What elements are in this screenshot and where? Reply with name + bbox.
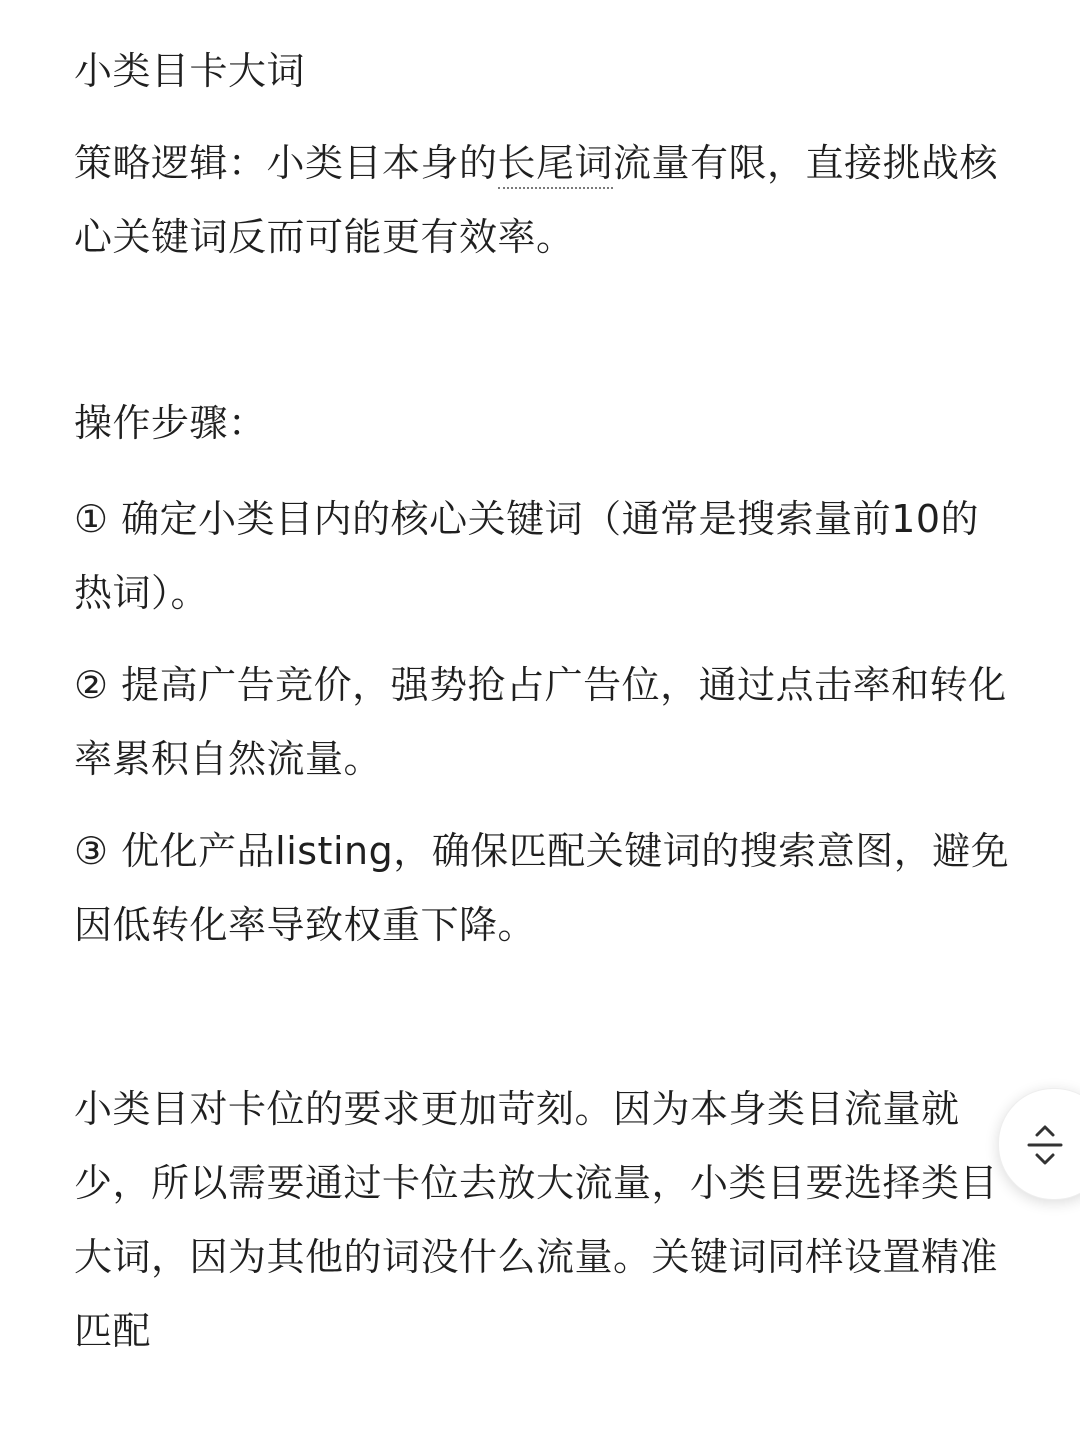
step-item-2: ② 提高广告竞价，强势抢占广告位，通过点击率和转化率累积自然流量。 [74,663,1007,781]
steps-heading: 操作步骤： [74,401,267,445]
step-item-3: ③ 优化产品listing，确保匹配关键词的搜索意图，避免因低转化率导致权重下降。 [74,829,1010,947]
strategy-text-after: 流量有限，直接挑战核心关键词反而可能更有效率。 [74,141,999,259]
step-item-1: ① 确定小类目内的核心关键词（通常是搜索量前10的热词）。 [74,497,980,615]
closing-paragraph: 小类目对卡位的要求更加苛刻。因为本身类目流量就少，所以需要通过卡位去放大流量，小类目要选择类目大词，因为其他的词没什么流量。关键词同样设置精准匹配 [74,1087,999,1353]
page-title: 小类目卡大词 [74,49,306,93]
scroll-toggle-icon [1023,1121,1067,1169]
scroll-toggle-button[interactable] [998,1088,1080,1200]
highlight-term[interactable]: 长尾词 [498,141,614,189]
strategy-paragraph [74,126,1010,274]
strategy-text-before: 策略逻辑：小类目本身的 [74,141,498,185]
